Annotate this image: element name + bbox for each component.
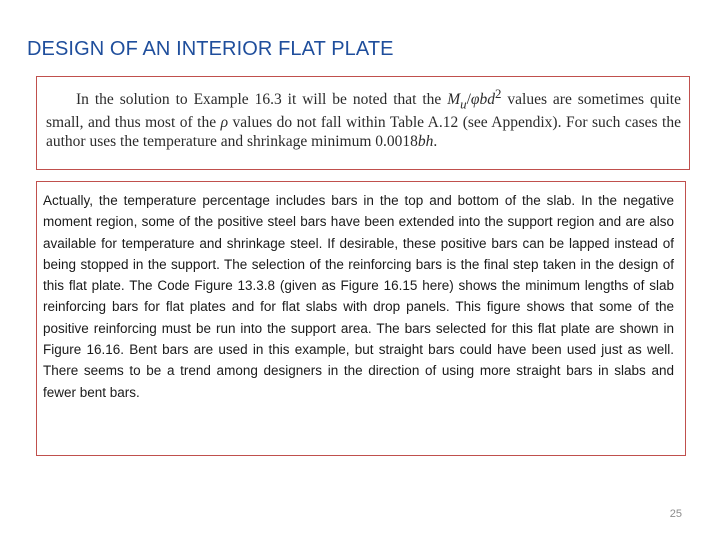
excerpt-text-part4: .	[433, 133, 438, 151]
excerpt-text-part2: values are sometimes quite small, and thus most of the	[46, 91, 681, 132]
math-bd: bd	[479, 91, 495, 109]
textbook-excerpt-image	[36, 76, 690, 170]
slide-title: DESIGN OF AN INTERIOR FLAT PLATE	[27, 38, 394, 60]
body-text-box	[36, 181, 686, 456]
math-m: M	[447, 91, 461, 109]
excerpt-text-part3: values do not fall within Table A.12 (see Appendix). For such cases the author uses the temperature and shrinkage minimum 0.0018	[46, 114, 681, 151]
math-m-subscript: u	[460, 96, 467, 112]
excerpt-text-part1: In the solution to Example 16.3 it will be noted that the	[76, 91, 448, 109]
math-bh: bh	[417, 133, 434, 151]
math-rho: ρ	[220, 114, 229, 132]
math-phi: φ	[470, 91, 480, 109]
page-number: 25	[669, 508, 682, 520]
excerpt-paragraph	[37, 77, 689, 151]
math-separator: /	[466, 91, 471, 109]
math-exponent: 2	[495, 86, 502, 101]
body-paragraph: Actually, the temperature percentage includes bars in the top and bottom of the slab. In the negative moment region, some of the positive steel bars have been extended into the support region and are also available for temperature and shrinkage steel. If desirable, these positive bars can be lapped instead of being stopped in the support. The selection of the reinforcing bars is the final step taken in the design of this flat plate. The Code Figure 13.3.8 (given as Figure 16.15 here) shows the minimum lengths of slab reinforcing bars for flat plates and for flat slabs with drop panels. This figure shows that some of the positive reinforcing must be run into the support area. The bars selected for this flat plate are shown in Figure 16.16. Bent bars are used in this example, but straight bars could have been used just as well. There seems to be a trend among designers in the direction of using more straight bars in slabs and fewer bent bars.	[43, 193, 674, 400]
